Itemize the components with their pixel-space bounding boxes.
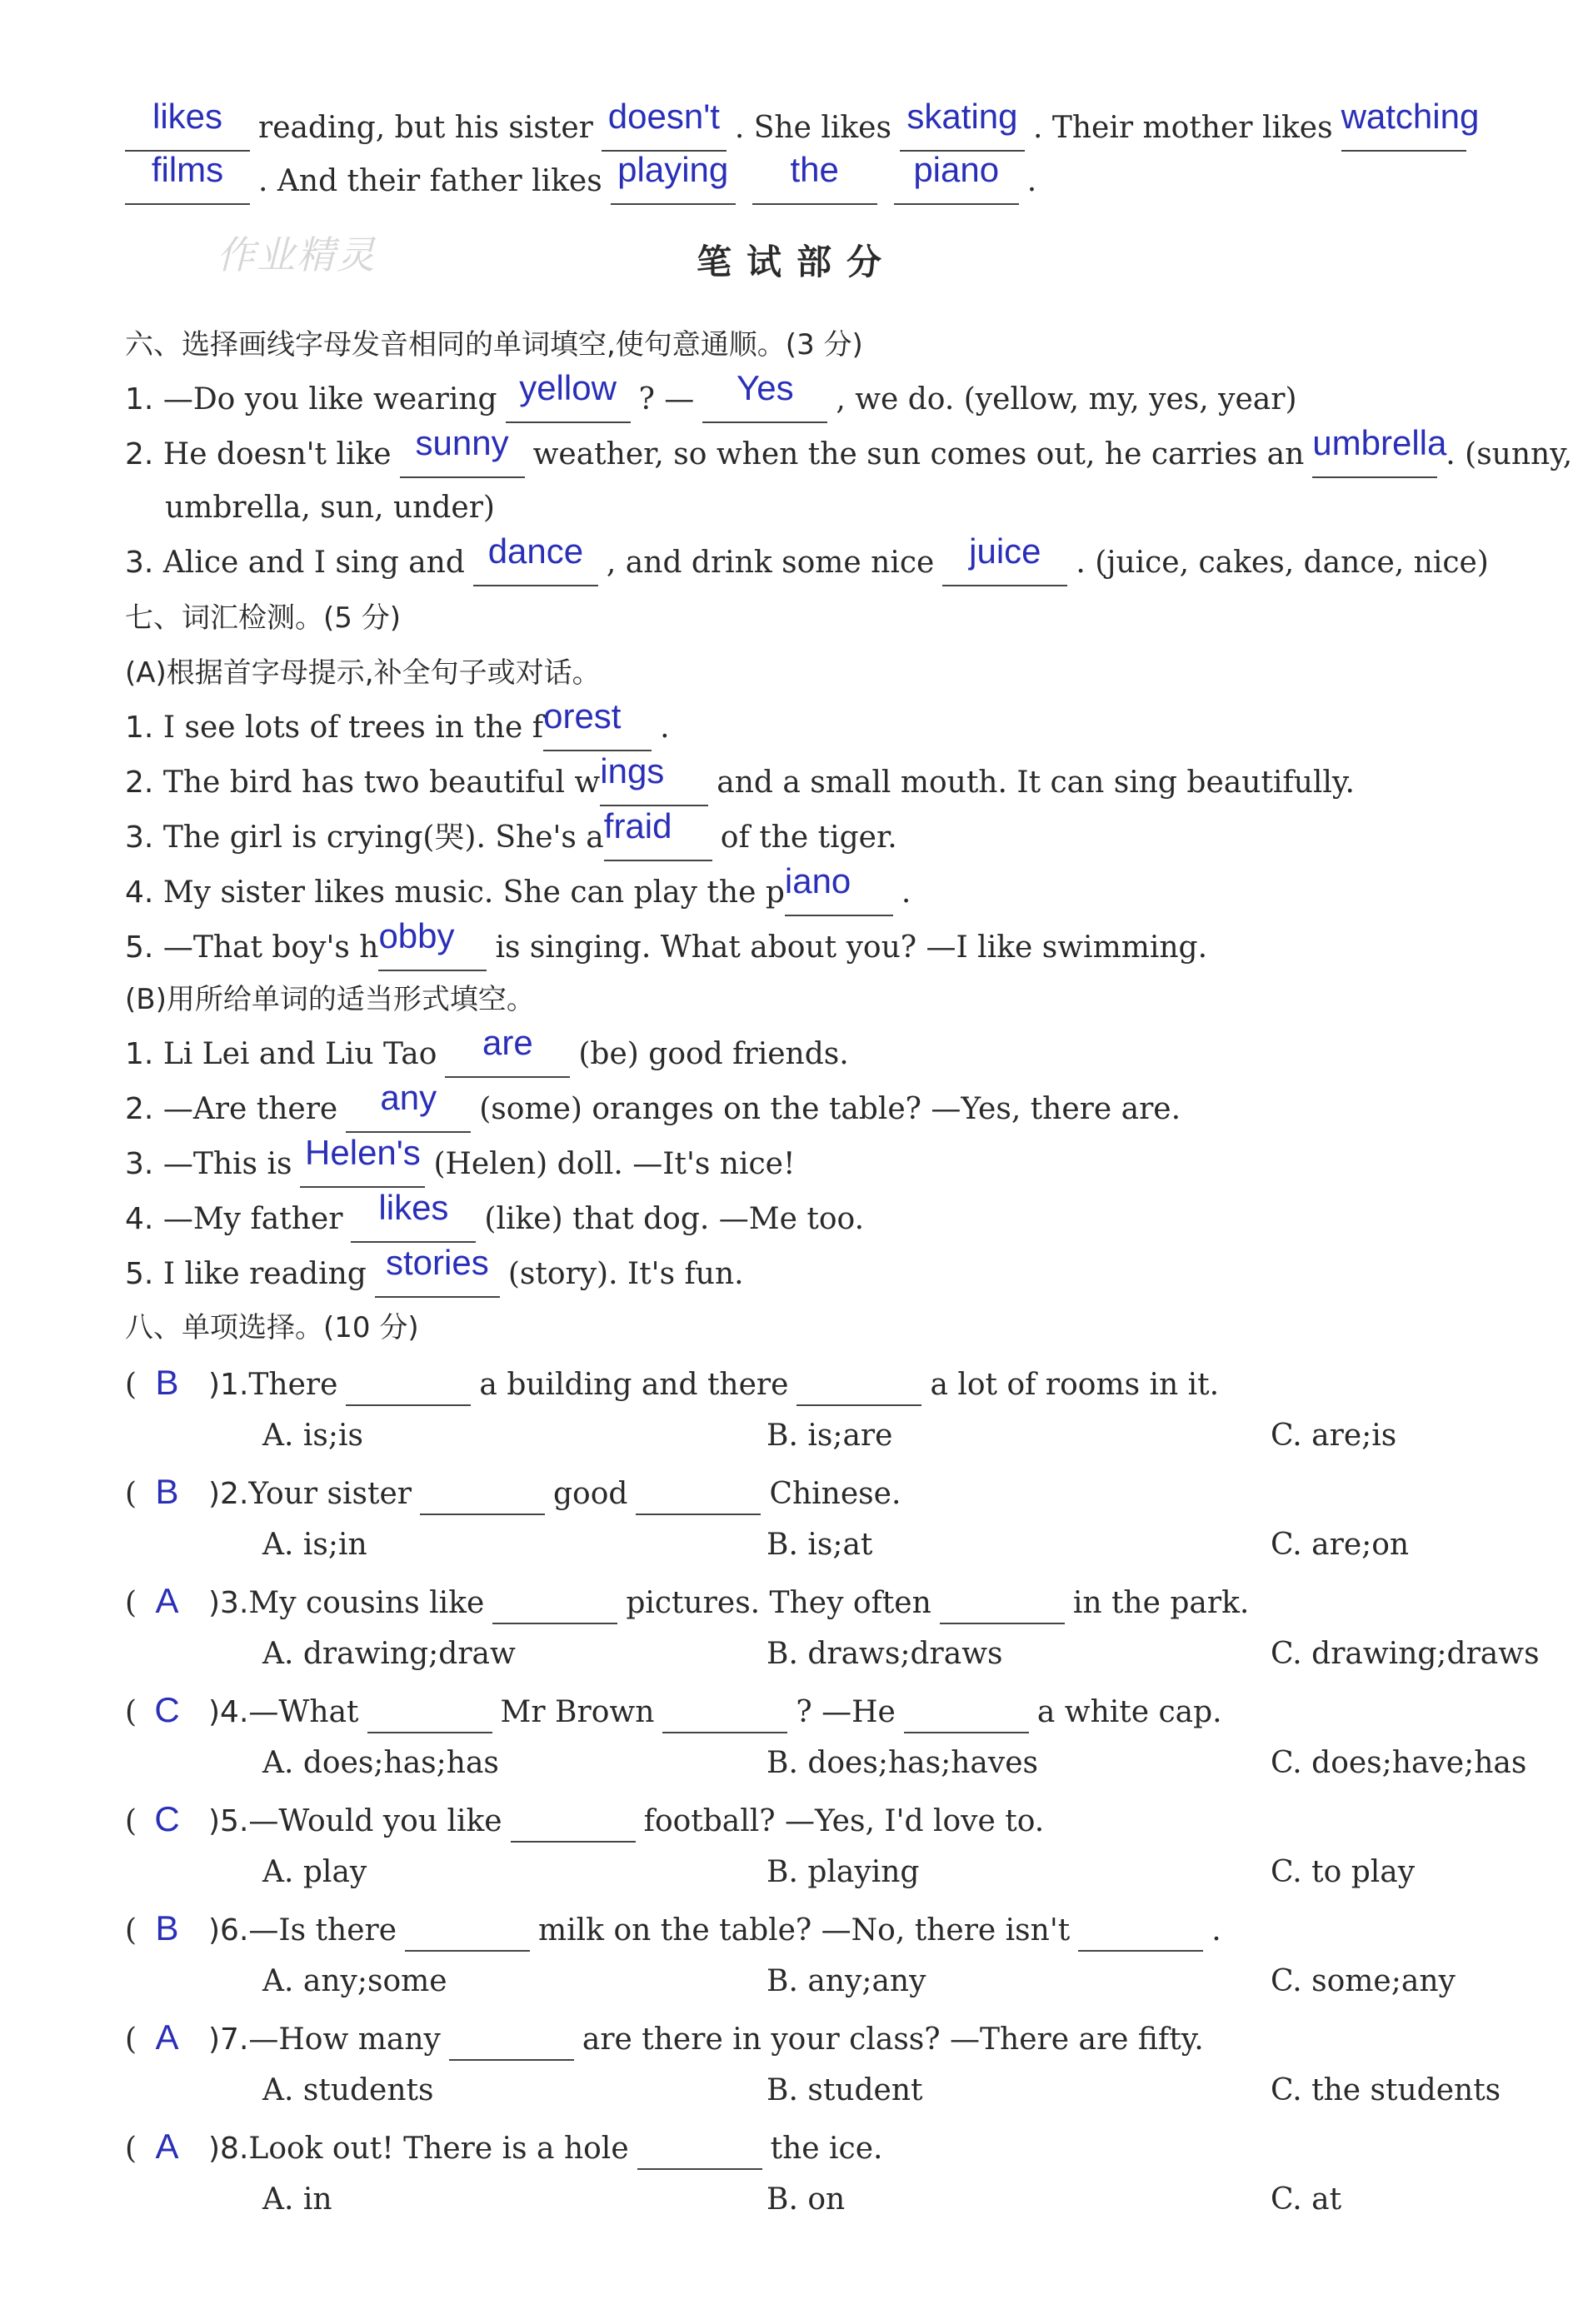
answer-paren[interactable]: ( C xyxy=(125,1799,180,1838)
answer-blank[interactable] xyxy=(1078,1907,1203,1952)
option-c[interactable]: C. the students xyxy=(1271,2073,1501,2107)
answer-blank[interactable] xyxy=(637,2125,762,2170)
answer-blank[interactable] xyxy=(511,1798,636,1843)
answer-blank[interactable] xyxy=(940,1579,1065,1624)
mc-question: ( B )1.There a building and there a lot of rooms in it. xyxy=(125,1361,1558,1407)
answer-paren[interactable]: ( B xyxy=(125,1908,179,1947)
option-a[interactable]: A. students xyxy=(262,2073,434,2107)
answer-blank[interactable] xyxy=(796,1361,921,1406)
answer-blank[interactable]: likes xyxy=(351,1198,476,1243)
option-b[interactable]: B. on xyxy=(767,2182,846,2217)
answer-blank[interactable]: the xyxy=(752,160,877,205)
answer-blank[interactable]: fraid xyxy=(604,816,712,861)
answer-blank[interactable]: playing xyxy=(611,160,736,205)
answer-blank[interactable]: orest xyxy=(543,706,652,751)
answer-blank[interactable] xyxy=(420,1470,545,1515)
option-c[interactable]: C. at xyxy=(1271,2182,1342,2217)
s6-q1: 1. —Do you like wearing yellow ? — Yes , we do. (yellow, my, yes, year) xyxy=(125,378,1558,423)
answer-blank[interactable]: sunny xyxy=(400,433,525,478)
answer-paren[interactable]: ( A xyxy=(125,2127,179,2166)
answer-blank[interactable]: doesn't xyxy=(602,107,727,152)
option-c[interactable]: C. some;any xyxy=(1271,1964,1456,1998)
answer-blank[interactable]: ings xyxy=(600,761,708,806)
answer-blank[interactable] xyxy=(904,1688,1029,1733)
option-b[interactable]: B. playing xyxy=(767,1855,920,1889)
s7b-q3: 3. —This is Helen's (Helen) doll. —It's nice! xyxy=(125,1143,1558,1188)
answer-blank[interactable]: are xyxy=(445,1033,570,1078)
s7b-q1: 1. Li Lei and Liu Tao are (be) good friends. xyxy=(125,1033,1558,1078)
story-line-1: likes reading, but his sister doesn't . She likes skating . Their mother likes watching xyxy=(125,107,1558,152)
answer-paren[interactable]: ( A xyxy=(125,2017,179,2057)
mc-question: ( A )7.—How many are there in your class? —There are fifty. xyxy=(125,2016,1558,2062)
s7a-q2: 2. The bird has two beautiful w ings and a small mouth. It can sing beautifully. xyxy=(125,761,1558,806)
answer-blank[interactable]: piano xyxy=(894,160,1019,205)
watermark-logo: 作业精灵 xyxy=(217,232,377,277)
page-title: 笔试部分 xyxy=(696,242,896,282)
answer-paren[interactable]: ( A xyxy=(125,1581,179,1620)
answer-blank[interactable]: Helen's xyxy=(300,1143,425,1188)
s7a-q5: 5. —That boy's h obby is singing. What about you? —I like swimming. xyxy=(125,926,1558,971)
answer-blank[interactable]: obby xyxy=(378,926,487,971)
s7a-q4: 4. My sister likes music. She can play the p iano . xyxy=(125,871,1558,916)
answer-blank[interactable] xyxy=(636,1470,761,1515)
option-c[interactable]: C. does;have;has xyxy=(1271,1746,1527,1780)
option-b[interactable]: B. does;has;haves xyxy=(767,1746,1038,1780)
mc-question: ( C )5.—Would you like football? —Yes, I'd love to. xyxy=(125,1798,1558,1843)
answer-blank[interactable]: juice xyxy=(942,541,1067,586)
answer-paren[interactable]: ( B xyxy=(125,1363,179,1402)
answer-blank[interactable]: stories xyxy=(375,1253,500,1298)
mc-question: ( B )2.Your sister good Chinese. xyxy=(125,1470,1558,1516)
s7b-q5: 5. I like reading stories (story). It's fun. xyxy=(125,1253,1558,1298)
option-a[interactable]: A. is;is xyxy=(262,1419,363,1453)
answer-blank[interactable]: watching xyxy=(1341,107,1466,152)
mc-question: ( A )3.My cousins like pictures. They often in the park. xyxy=(125,1579,1558,1625)
option-a[interactable]: A. is;in xyxy=(262,1528,367,1562)
option-a[interactable]: A. drawing;draw xyxy=(262,1637,516,1671)
section-6-heading: 六、选择画线字母发音相同的单词填空,使句意通顺。(3 分) xyxy=(125,328,863,362)
option-c[interactable]: C. are;is xyxy=(1271,1419,1397,1453)
s7b-q4: 4. —My father likes (like) that dog. —Me too. xyxy=(125,1198,1558,1243)
option-c[interactable]: C. drawing;draws xyxy=(1271,1637,1540,1671)
answer-blank[interactable]: Yes xyxy=(702,378,827,423)
answer-blank[interactable]: yellow xyxy=(506,378,631,423)
answer-blank[interactable] xyxy=(367,1688,492,1733)
answer-paren[interactable]: ( C xyxy=(125,1690,180,1729)
answer-blank[interactable]: skating xyxy=(900,107,1025,152)
section-7-heading: 七、词汇检测。(5 分) xyxy=(125,601,401,635)
option-b[interactable]: B. student xyxy=(767,2073,923,2107)
option-a[interactable]: A. play xyxy=(262,1855,367,1889)
option-b[interactable]: B. is;are xyxy=(767,1419,893,1453)
option-a[interactable]: A. any;some xyxy=(262,1964,447,1998)
section-8-heading: 八、单项选择。(10 分) xyxy=(125,1311,419,1344)
answer-blank[interactable]: dance xyxy=(473,541,598,586)
mc-question: ( B )6.—Is there milk on the table? —No, there isn't . xyxy=(125,1907,1558,1952)
answer-blank[interactable] xyxy=(405,1907,530,1952)
answer-paren[interactable]: ( B xyxy=(125,1472,179,1511)
option-b[interactable]: B. any;any xyxy=(767,1964,926,1998)
mc-question: ( C )4.—What Mr Brown ? —He a white cap. xyxy=(125,1688,1558,1734)
answer-blank[interactable] xyxy=(662,1688,787,1733)
answer-blank[interactable]: films xyxy=(125,160,250,205)
answer-blank[interactable] xyxy=(449,2016,574,2061)
answer-blank[interactable]: umbrella xyxy=(1312,433,1437,478)
s7a-q1: 1. I see lots of trees in the f orest . xyxy=(125,706,1558,751)
story-line-2: films . And their father likes playing the piano . xyxy=(125,160,1558,205)
option-a[interactable]: A. in xyxy=(262,2182,332,2217)
mc-question: ( A )8.Look out! There is a hole the ice. xyxy=(125,2125,1558,2171)
s6-q2: 2. He doesn't like sunny weather, so when the sun comes out, he carries an umbrella . (sunny, xyxy=(125,433,1558,478)
s7b-q2: 2. —Are there any (some) oranges on the table? —Yes, there are. xyxy=(125,1088,1558,1133)
s6-q2-cont: umbrella, sun, under) xyxy=(165,491,495,525)
option-b[interactable]: B. is;at xyxy=(767,1528,873,1562)
section-7b-instruction: (B)用所给单词的适当形式填空。 xyxy=(125,983,535,1016)
answer-blank[interactable]: likes xyxy=(125,107,250,152)
option-b[interactable]: B. draws;draws xyxy=(767,1637,1003,1671)
answer-blank[interactable] xyxy=(492,1579,617,1624)
option-a[interactable]: A. does;has;has xyxy=(262,1746,499,1780)
answer-blank[interactable] xyxy=(346,1361,471,1406)
answer-blank[interactable]: any xyxy=(346,1088,471,1133)
s7a-q3: 3. The girl is crying(哭). She's a fraid of the tiger. xyxy=(125,816,1558,861)
section-7a-instruction: (A)根据首字母提示,补全句子或对话。 xyxy=(125,656,601,690)
option-c[interactable]: C. are;on xyxy=(1271,1528,1410,1562)
answer-blank[interactable]: iano xyxy=(785,871,893,916)
option-c[interactable]: C. to play xyxy=(1271,1855,1416,1889)
s6-q3: 3. Alice and I sing and dance , and drink some nice juice . (juice, cakes, dance, nice) xyxy=(125,541,1558,586)
